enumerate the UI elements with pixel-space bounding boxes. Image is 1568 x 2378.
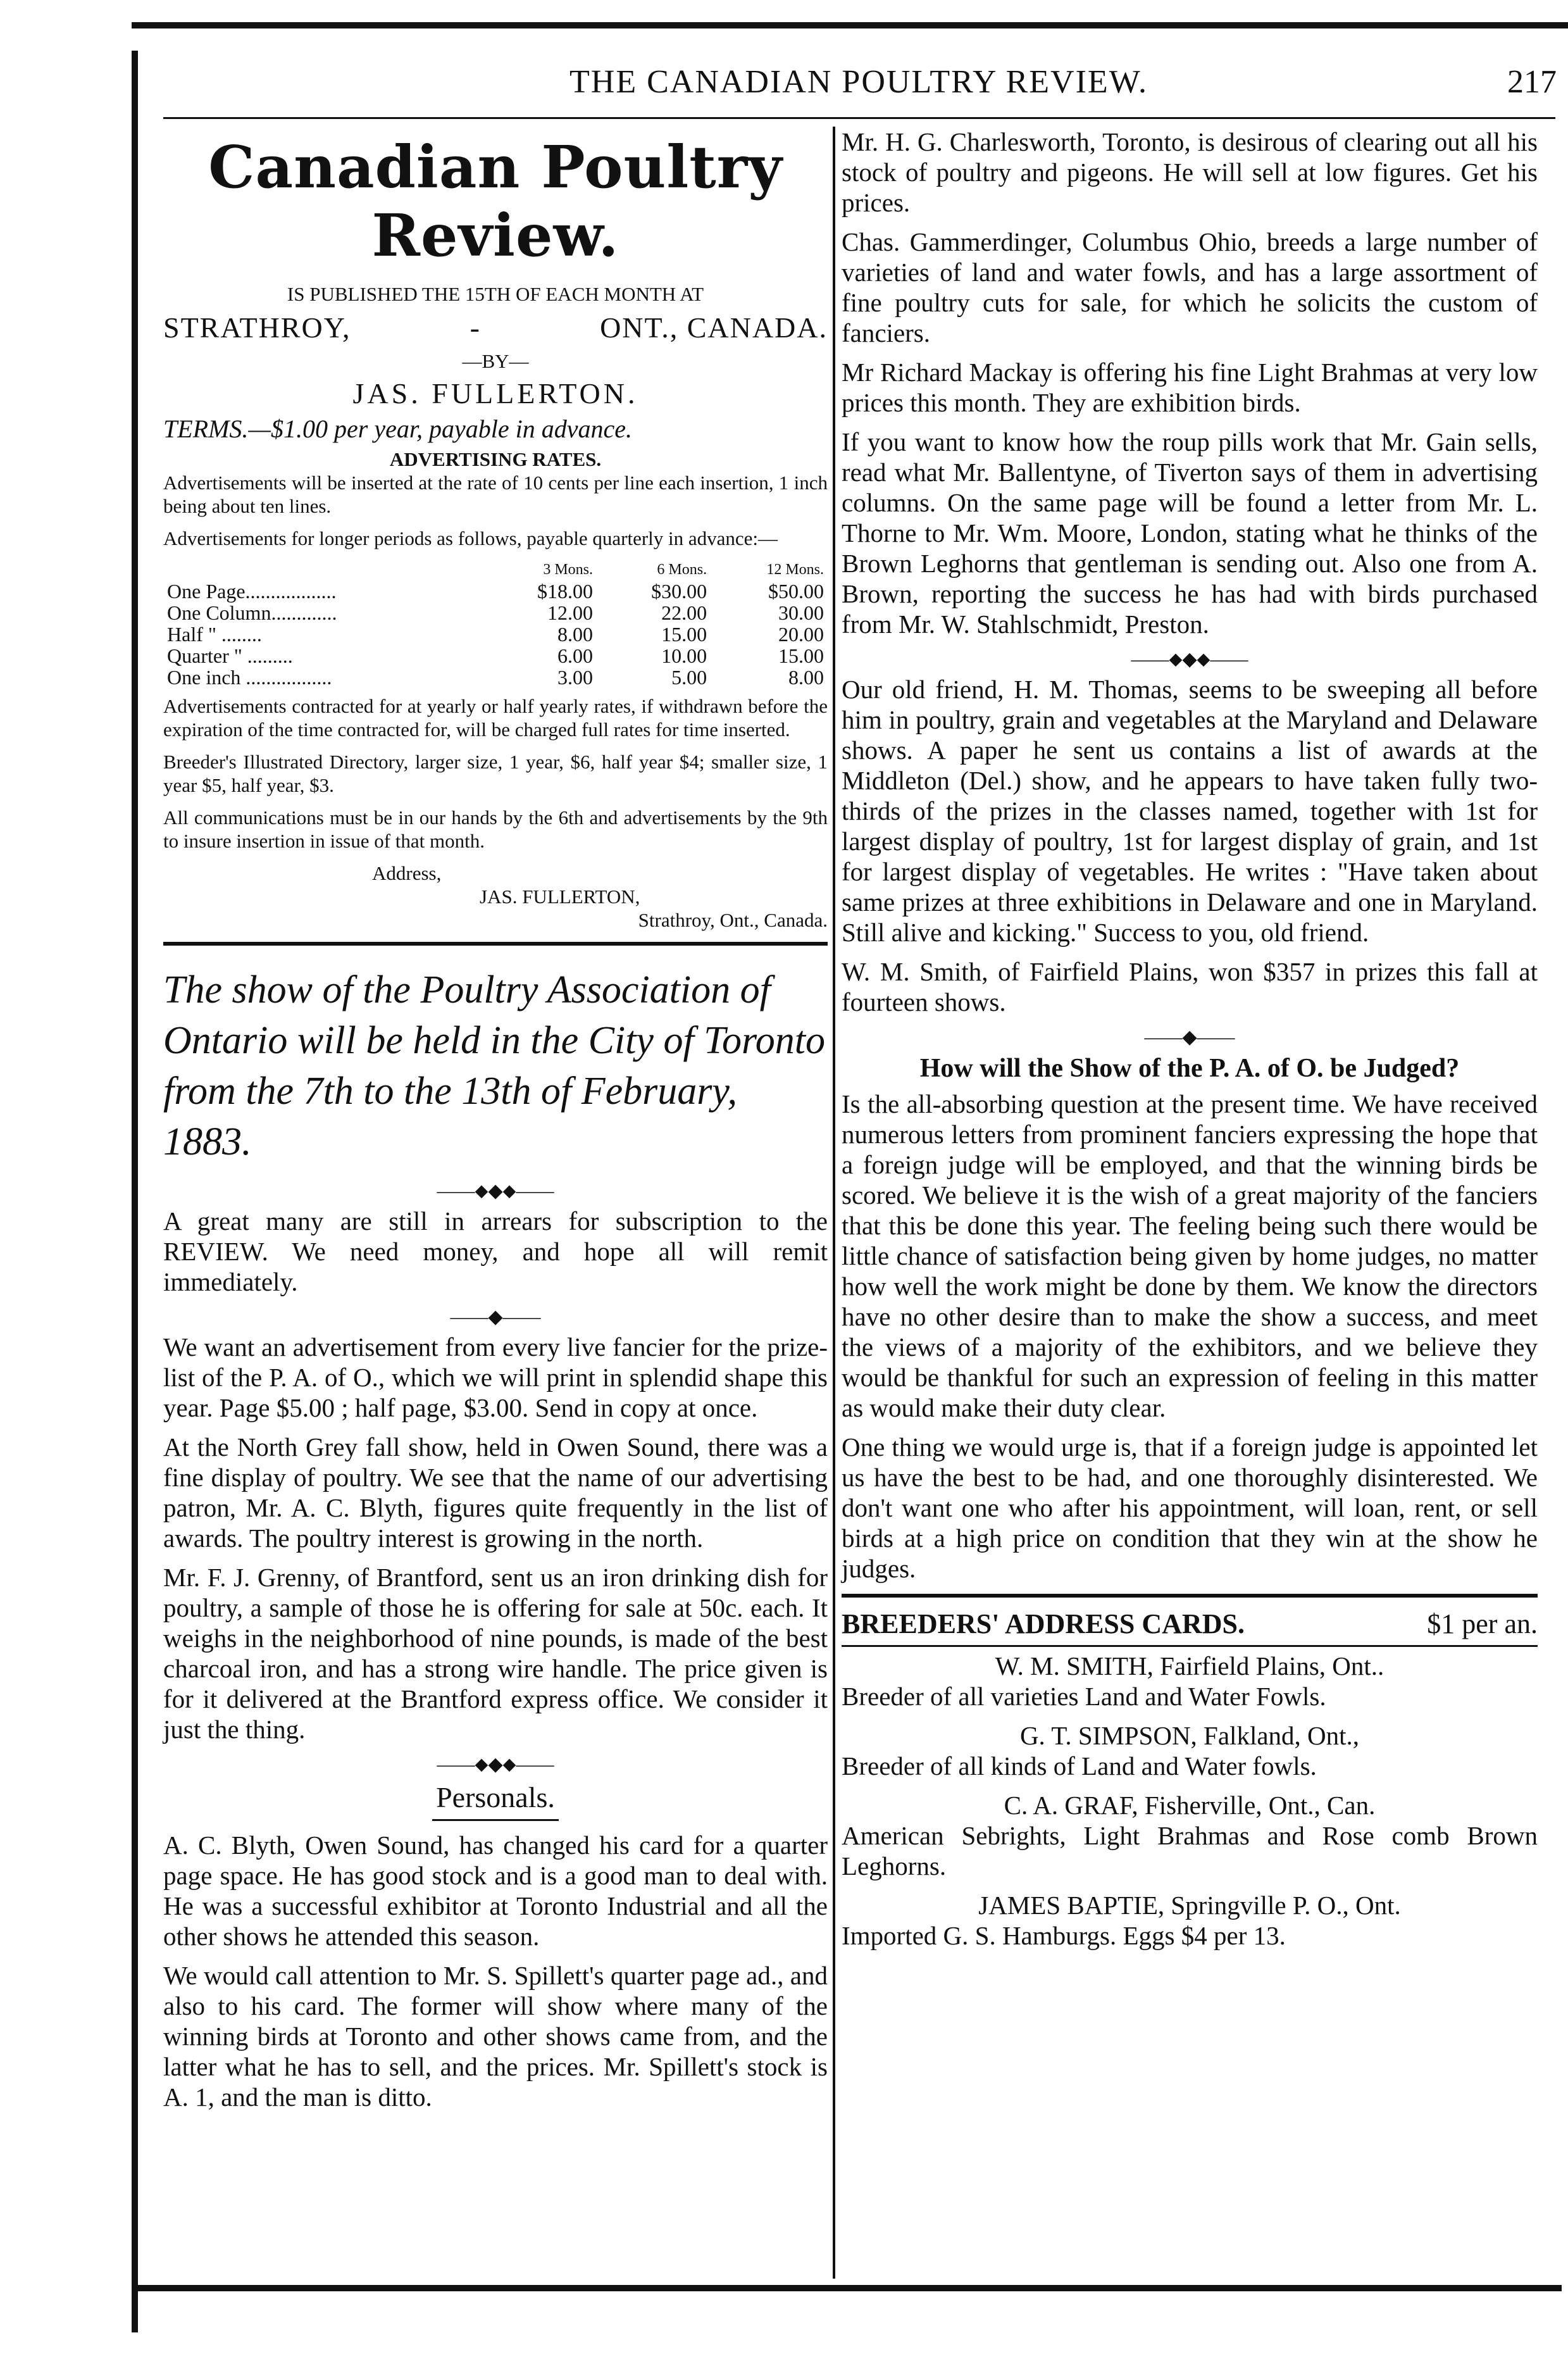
- table-row: [163, 602, 828, 623]
- personals-heading: Personals.: [436, 1781, 555, 1813]
- paragraph: A great many are still in arrears for subscription to the REVIEW. We need money, and hope all will remit immediately.: [163, 1206, 828, 1296]
- rate-value: $50.00: [768, 580, 824, 603]
- section-rule: [842, 1645, 1538, 1647]
- rate-value: $30.00: [651, 580, 707, 603]
- communications-note: All communications must be in our hands by the 6th and advertisements by the 9th to insure insertion in issue of that month.: [163, 806, 828, 852]
- paragraph: Our old friend, H. M. Thomas, seems to be sweeping all before him in poultry, grain and vegetables at the Maryland and Delaware shows. A paper he sent us contains a list of awards at the Middleton (Del.) show, and he appears to have taken fully two-thirds of the prizes in the classes named, together with 1st for largest display of poultry, 1st for largest display of grain, and 1st for largest display of vegetables. He writes : "Have taken about same prizes at three exhibitions in Delaware and one in Maryland. Still alive and kicking." Success to you, old friend.: [842, 675, 1538, 947]
- list-item: [842, 1720, 1538, 1781]
- rate-value: 3.00: [557, 666, 594, 689]
- paragraph: One thing we would urge is, that if a foreign judge is appointed let us have the best to be had, and one thoroughly disinterested. We don't want one who after his appointment, will loan, rent, or sell birds at a high price on condition that they win at the show he judges.: [842, 1432, 1538, 1583]
- table-row: [163, 580, 828, 602]
- paragraph: A. C. Blyth, Owen Sound, has changed his card for a quarter page space. He has good stock and is a good man to deal with. He was a successful exhibitor at Toronto Industrial and all the other shows he attended this season.: [163, 1830, 828, 1951]
- paragraph: Mr. F. J. Grenny, of Brantford, sent us an iron drinking dish for poultry, a sample of those he is offering for sale at 50c. each. It weighs in the neighborhood of nine pounds, is made of the best charcoal iron, and has a strong wire handle. The price given is for it delivered at the Brantford express office. We consider it just the thing.: [163, 1563, 828, 1744]
- table-row: [163, 645, 828, 666]
- rate-label: One inch .................: [167, 666, 332, 689]
- show-announcement: The show of the Poultry Association of Ontario will be held in the City of Toronto from the 7th to the 13th of February, 1883.: [163, 968, 826, 1163]
- paragraph: If you want to know how the roup pills work that Mr. Gain sells, read what Mr. Ballentyne, of Tiverton says of them in advertising columns. On the same page will be found a letter from Mr. L. Thorne to Mr. Wm. Moore, London, stating what he thinks of the Brown Leghorns that gentleman is sending out. Also one from A. Brown, reporting the success he has had with birds purchased from Mr. W. Stahlschmidt, Preston.: [842, 427, 1538, 639]
- section-rule: [842, 1594, 1538, 1598]
- publication-place: [163, 311, 828, 344]
- section-rule: [432, 1819, 559, 1821]
- rate-label: Quarter " .........: [167, 644, 293, 667]
- breeders-price: $1 per an.: [1427, 1608, 1538, 1639]
- directory-note: Breeder's Illustrated Directory, larger size, 1 year, $6, half year $4; smaller size, 1 year $5, half year, $3.: [163, 751, 828, 796]
- paragraph: At the North Grey fall show, held in Owen Sound, there was a fine display of poultry. We see that the name of our advertising patron, Mr. A. C. Blyth, figures quite frequently in the list of awards. The poultry interest is growing in the north.: [163, 1432, 828, 1553]
- card-name: C. A. GRAF, Fisherville, Ont., Can.: [1004, 1791, 1376, 1820]
- paragraph: W. M. Smith, of Fairfield Plains, won $357 in prizes this fall at fourteen shows.: [842, 957, 1538, 1017]
- contract-note: Advertisements contracted for at yearly or half yearly rates, if withdrawn before the expiration of the time contracted for, will be charged full rates for time inserted.: [163, 695, 828, 741]
- paragraph: Mr. H. G. Charlesworth, Toronto, is desirous of clearing out all his stock of poultry and pigeons. He will sell at low figures. Get his prices.: [842, 127, 1538, 217]
- paragraph: Chas. Gammerdinger, Columbus Ohio, breeds a large number of varieties of land and water fowls, and has a large assortment of fine poultry cuts for sale, for which he solicits the custom of fanciers.: [842, 227, 1538, 347]
- list-item: [842, 1790, 1538, 1881]
- rates-col-1: 3 Mons.: [543, 561, 594, 578]
- running-title: THE CANADIAN POULTRY REVIEW.: [569, 64, 1148, 100]
- page-number: 217: [1507, 64, 1557, 100]
- rates-col-2: 6 Mons.: [657, 561, 707, 578]
- card-name: G. T. SIMPSON, Falkland, Ont.,: [1019, 1721, 1360, 1750]
- by-line: —BY—: [462, 350, 529, 372]
- address-label: Address,: [372, 862, 442, 884]
- rate-value: 6.00: [557, 644, 594, 667]
- paragraph: We would call attention to Mr. S. Spillett's quarter page ad., and also to his card. The former will show where many of the winning birds at Toronto and other shows came from, and the latter what he has to sell, and the prices. Mr. Spillett's stock is A. 1, and the man is ditto.: [163, 1961, 828, 2112]
- paragraph: Mr Richard Mackay is offering his fine Light Brahmas at very low prices this month. They are exhibition birds.: [842, 358, 1538, 417]
- rates-col-3: 12 Mons.: [766, 561, 824, 578]
- page-header: [165, 63, 1557, 108]
- card-desc: Breeder of all varieties Land and Water Fowls.: [842, 1682, 1326, 1711]
- separator-ornament: ——⬥◆⬥——: [1131, 649, 1248, 670]
- separator-ornament: ——⬥◆⬥——: [437, 1180, 554, 1201]
- page-border-bottom: [132, 2285, 1562, 2291]
- right-column: [842, 127, 1538, 1960]
- place-dash: -: [470, 311, 481, 344]
- terms: TERMS.—$1.00 per year, payable in advance.: [163, 415, 632, 443]
- table-row: [163, 623, 828, 645]
- rate-label: Half " ........: [167, 623, 262, 646]
- rate-value: 15.00: [661, 623, 707, 646]
- rate-value: 22.00: [661, 601, 707, 624]
- header-rule: [163, 117, 1555, 119]
- paragraph: We want an advertisement from every live fancier for the prize-list of the P. A. of O., which we will print in splendid shape this year. Page $5.00 ; half page, $3.00. Send in copy at once.: [163, 1332, 828, 1422]
- rate-value: 8.00: [557, 623, 594, 646]
- separator-ornament: ——⬥◆⬥——: [437, 1754, 554, 1775]
- rates-intro: Advertisements will be inserted at the rate of 10 cents per line each insertion, 1 inch being about ten lines.: [163, 472, 828, 517]
- list-item: [842, 1890, 1538, 1951]
- town: STRATHROY,: [163, 311, 351, 344]
- rate-value: 15.00: [778, 644, 824, 667]
- masthead-title: Canadian Poultry Review.: [208, 133, 783, 270]
- rate-label: One Column.............: [167, 601, 337, 624]
- card-desc: Imported G. S. Hamburgs. Eggs $4 per 13.: [842, 1921, 1286, 1950]
- rate-value: 30.00: [778, 601, 824, 624]
- column-divider: [833, 127, 835, 2279]
- card-desc: Breeder of all kinds of Land and Water fowls.: [842, 1751, 1317, 1780]
- rate-value: 10.00: [661, 644, 707, 667]
- judged-heading: How will the Show of the P. A. of O. be Judged?: [919, 1054, 1460, 1083]
- rate-value: 8.00: [788, 666, 824, 689]
- editor-name: JAS. FULLERTON.: [352, 377, 638, 410]
- paragraph: Is the all-absorbing question at the present time. We have received numerous letters from prominent fanciers expressing the hope that a foreign judge will be employed, and that the winning birds be scored. We believe it is the wish of a great majority of the fanciers that this be done this year. The feeling being such there would be little chance of satisfaction being given by home judges, no matter how well the work might be done by them. We know the directors have no other desire than to make the show a success, and meet the views of a majority of the exhibitors, and we believe they would be thankful for such an expression of feeling in this matter as would make their duty clear.: [842, 1089, 1538, 1422]
- rates-header-row: [163, 559, 828, 580]
- page-border-top: [132, 22, 1568, 28]
- rates-col-0: [163, 559, 483, 580]
- rates-table: [163, 559, 828, 688]
- breeders-title: BREEDERS' ADDRESS CARDS.: [842, 1608, 1245, 1639]
- longer-periods: Advertisements for longer periods as follows, payable quarterly in advance:—: [163, 527, 778, 549]
- province: ONT., CANADA.: [600, 311, 828, 344]
- address-place: Strathroy, Ont., Canada.: [638, 909, 828, 931]
- rates-heading: ADVERTISING RATES.: [389, 448, 602, 470]
- page-border-left: [132, 51, 138, 2332]
- rate-label: One Page..................: [167, 580, 337, 603]
- breeders-heading: [842, 1608, 1538, 1640]
- separator-ornament: ——◆——: [450, 1306, 541, 1327]
- card-name: JAMES BAPTIE, Springville P. O., Ont.: [978, 1891, 1401, 1920]
- table-row: [163, 666, 828, 688]
- card-desc: American Sebrights, Light Brahmas and Rose comb Brown Leghorns.: [842, 1821, 1538, 1880]
- published-line: IS PUBLISHED THE 15TH OF EACH MONTH AT: [287, 283, 704, 305]
- rate-value: 20.00: [778, 623, 824, 646]
- card-name: W. M. SMITH, Fairfield Plains, Ont..: [995, 1651, 1384, 1680]
- left-column: [163, 127, 828, 2121]
- section-rule: [163, 942, 828, 946]
- list-item: [842, 1651, 1538, 1712]
- rate-value: $18.00: [537, 580, 594, 603]
- rate-value: 12.00: [547, 601, 594, 624]
- separator-ornament: ——◆——: [1144, 1027, 1235, 1048]
- address-name: JAS. FULLERTON,: [480, 885, 640, 908]
- rate-value: 5.00: [671, 666, 707, 689]
